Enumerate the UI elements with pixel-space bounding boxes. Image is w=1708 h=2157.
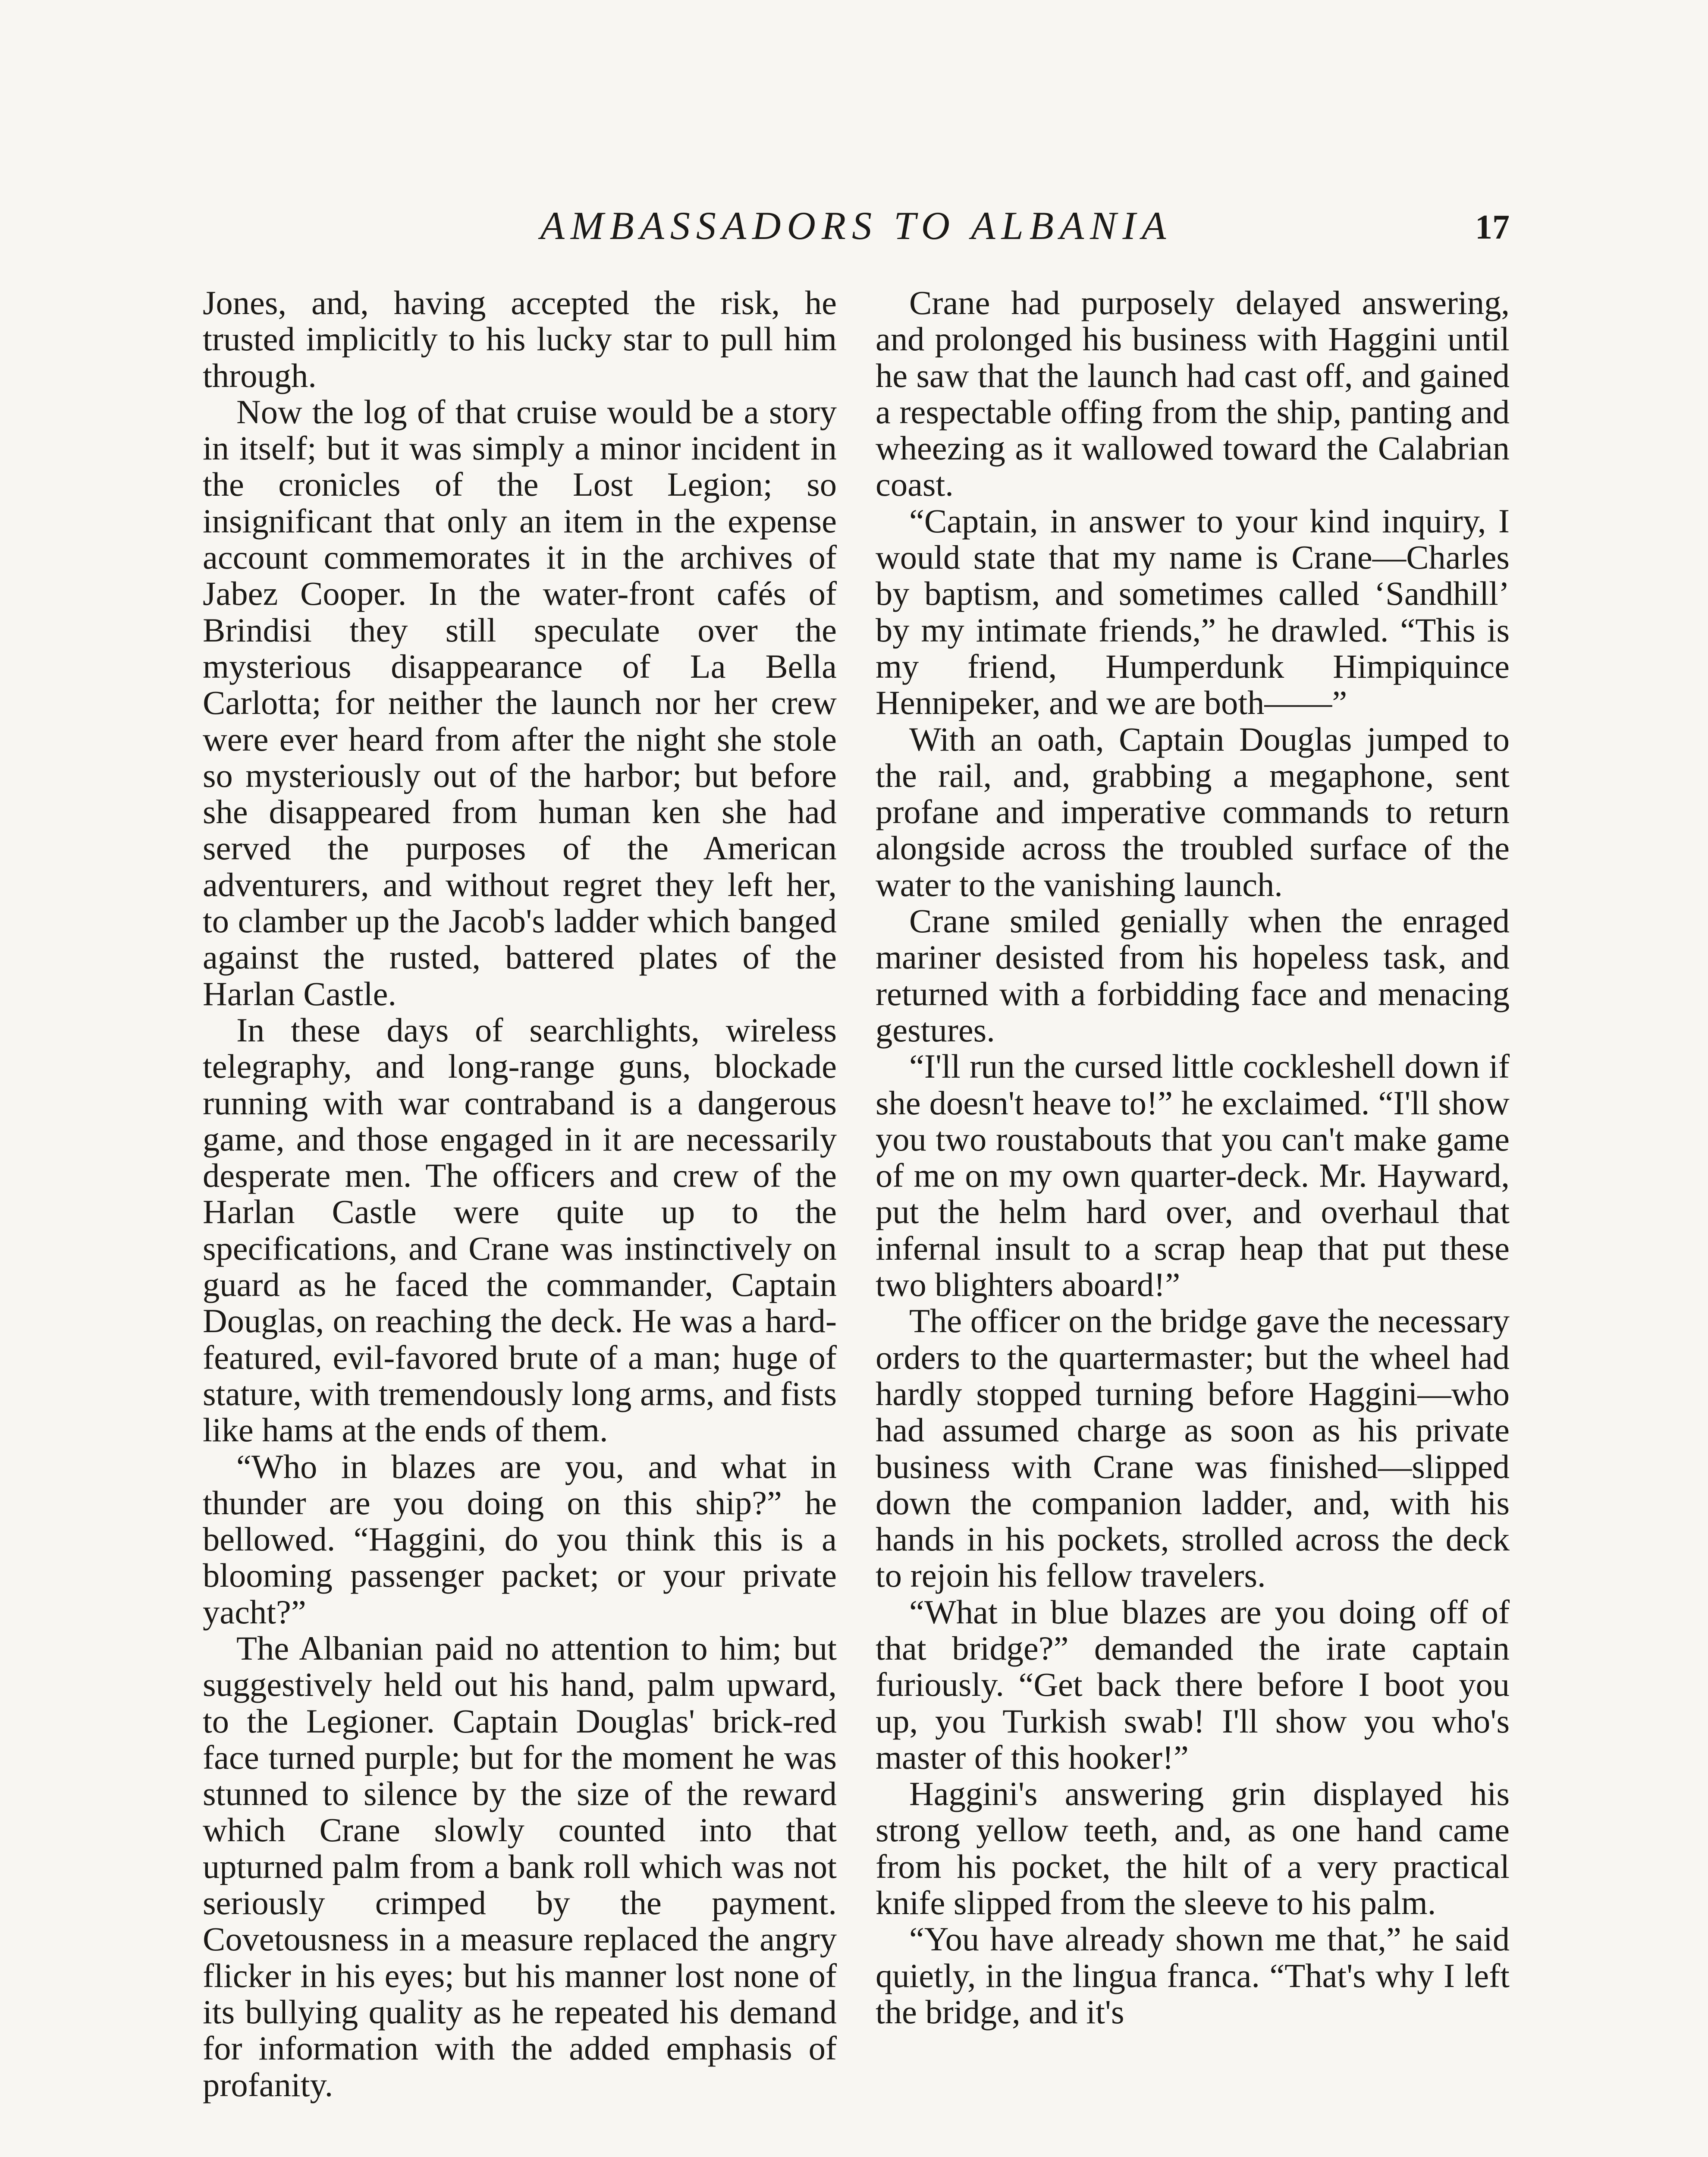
paragraph: Haggini's answering grin displayed his strong yellow teeth, and, as one hand came from his pocket, the hilt of a very practical knife slipped from the sleeve to his palm. bbox=[876, 1775, 1510, 1922]
paragraph: “You have already shown me that,” he said quietly, in the lingua franca. “That's why I left the bridge, and it's bbox=[876, 1920, 1510, 2031]
paragraph: Crane had purposely delayed answering, and prolonged his business with Haggini until he saw that the launch had cast off, and gained a respectable offing from the ship, panting and wheezing as it wallowed toward the Calabrian coast. bbox=[876, 284, 1510, 503]
paragraph: In these days of searchlights, wireless telegraphy, and long-range guns, blockade running with war contraband is a dangerous game, and those engaged in it are necessarily desperate men. The officers and crew of the Harlan Castle were quite up to the specifications, and Crane was instinctively on guard as he faced the commander, Captain Douglas, on reaching the deck. He was a hard-featured, evil-favored brute of a man; huge of stature, with tremendously long arms, and fists like hams at the ends of them. bbox=[203, 1011, 837, 1449]
paragraph: “Captain, in answer to your kind inquiry, I would state that my name is Crane—Charles by baptism, and sometimes called ‘Sandhill’ by my intimate friends,” he drawled. “This is my friend, Humperdunk Himpiquince Hennipeker, and we are both——” bbox=[876, 502, 1510, 722]
left-text-column bbox=[203, 285, 837, 2103]
paragraph: “I'll run the cursed little cockleshell down if she doesn't heave to!” he exclaimed. “I'll show you two roustabouts that you can't make game of me on my own quarter-deck. Mr. Hayward, put the helm hard over, and overhaul that infernal insult to a scrap heap that put these two blighters aboard!” bbox=[876, 1047, 1510, 1304]
paragraph: Now the log of that cruise would be a story in itself; but it was simply a minor incident in the cronicles of the Lost Legion; so insignificant that only an item in the expense account commemorates it in the archives of Jabez Cooper. In the water-front cafés of Brindisi they still speculate over the mysterious disappearance of La Bella Carlotta; for neither the launch nor her crew were ever heard from after the night she stole so mysteriously out of the harbor; but before she disappeared from human ken she had served the purposes of the American adventurers, and without regret they left her, to clamber up the Jacob's ladder which banged against the rusted, battered plates of the Harlan Castle. bbox=[203, 393, 837, 1012]
paragraph: The officer on the bridge gave the necessary orders to the quartermaster; but the wheel had hardly stopped turning before Haggini—who had assumed charge as soon as his private business with Crane was finished—slipped down the companion ladder, and, with his hands in his pockets, strolled across the deck to rejoin his fellow travelers. bbox=[876, 1302, 1510, 1594]
paragraph: The Albanian paid no attention to him; but suggestively held out his hand, palm upward, to the Legioner. Captain Douglas' brick-red face turned purple; but for the moment he was stunned to silence by the size of the reward which Crane slowly counted into that upturned palm from a bank roll which was not seriously crimped by the payment. Covetousness in a measure replaced the angry flicker in his eyes; but his manner lost none of its bullying quality as he repeated his demand for information with the added emphasis of profanity. bbox=[203, 1629, 837, 2104]
right-text-column bbox=[876, 285, 1510, 2030]
paragraph: Jones, and, having accepted the risk, he trusted implicitly to his lucky star to pull him through. bbox=[203, 284, 837, 394]
paragraph: “Who in blazes are you, and what in thunder are you doing on this ship?” he bellowed. “Haggini, do you think this is a blooming passenger packet; or your private yacht?” bbox=[203, 1447, 837, 1631]
page-number: 17 bbox=[1475, 208, 1510, 246]
paragraph: With an oath, Captain Douglas jumped to the rail, and, grabbing a megaphone, sent profane and imperative commands to return alongside across the troubled surface of the water to the vanishing launch. bbox=[876, 720, 1510, 903]
paragraph: “What in blue blazes are you doing off of that bridge?” demanded the irate captain furiously. “Get back there before I boot you up, you Turkish swab! I'll show you who's master of this hooker!” bbox=[876, 1593, 1510, 1776]
page-header-title: AMBASSADORS TO ALBANIA bbox=[540, 204, 1172, 248]
paragraph: Crane smiled genially when the enraged mariner desisted from his hopeless task, and returned with a forbidding face and menacing gestures. bbox=[876, 902, 1510, 1049]
